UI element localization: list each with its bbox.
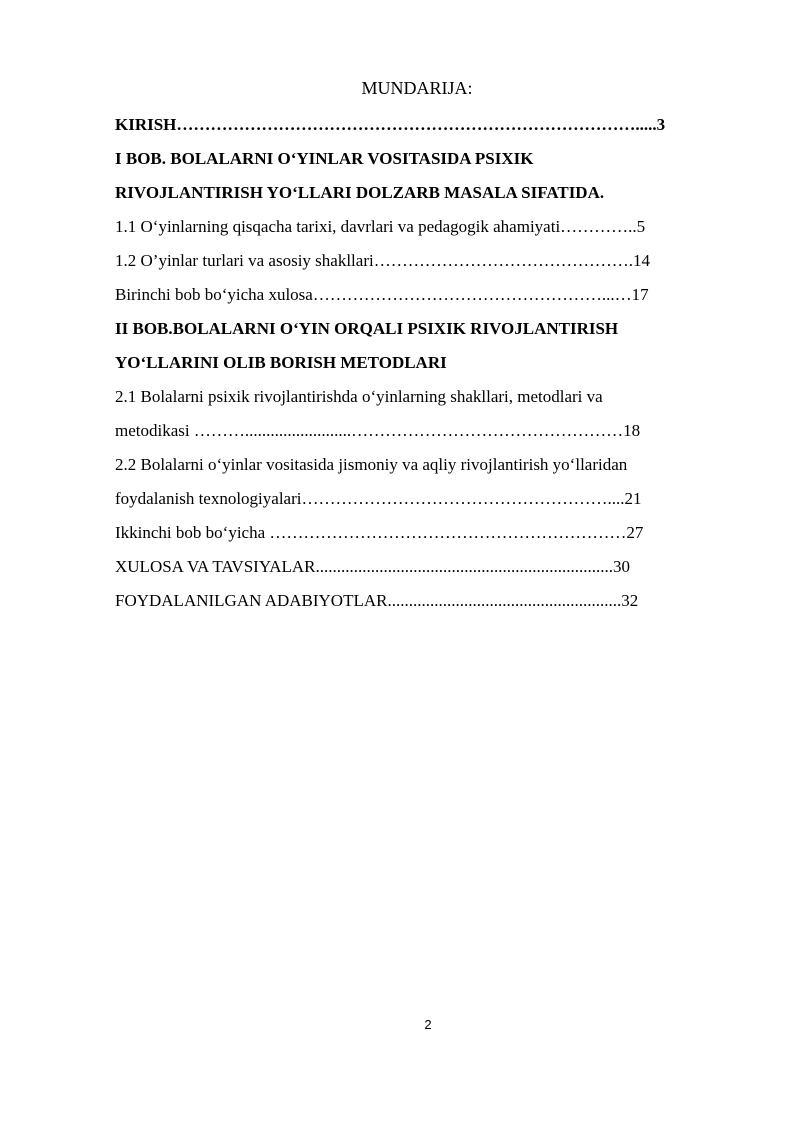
toc-entry-chapter-2-conclusion: Ikkinchi bob bo‘yicha ………………………………………………………27 bbox=[115, 523, 644, 542]
toc-entry-1-1: 1.1 O‘yinlarning qisqacha tarixi, davrlari va pedagogik ahamiyati…………..5 bbox=[115, 217, 646, 236]
toc-entry-introduction: KIRISH……………………………………………………………………….....3 bbox=[115, 115, 666, 134]
page-title: MUNDARIJA: bbox=[361, 78, 473, 98]
toc-chapter-2-heading-line-2: YO‘LLARINI OLIB BORISH METODLARI bbox=[115, 353, 447, 372]
toc-entry-2-2-line-1: 2.2 Bolalarni o‘yinlar vositasida jismoniy va aqliy rivojlantirish yo‘llaridan bbox=[115, 455, 628, 474]
toc-entry-references: FOYDALANILGAN ADABIYOTLAR.......................................................32 bbox=[115, 591, 639, 610]
table-of-contents bbox=[115, 108, 715, 618]
toc-chapter-1-heading-line-2: RIVOJLANTIRISH YO‘LLARI DOLZARB MASALA SIFATIDA. bbox=[115, 183, 605, 202]
toc-entry-2-1-line-1: 2.1 Bolalarni psixik rivojlantirishda o‘yinlarning shakllari, metodlari va bbox=[115, 387, 603, 406]
toc-chapter-1-heading-line-1: I BOB. BOLALARNI O‘YINLAR VOSITASIDA PSIXIK bbox=[115, 149, 534, 168]
toc-entry-chapter-1-conclusion: Birinchi bob bo‘yicha xulosa……………………………………………...…17 bbox=[115, 285, 649, 304]
toc-entry-conclusions: XULOSA VA TAVSIYALAR......................................................................30 bbox=[115, 557, 630, 576]
toc-entry-2-1-line-2: metodikasi ……….........................…………………………………………18 bbox=[115, 421, 641, 440]
toc-entry-1-2: 1.2 O’yinlar turlari va asosiy shakllari……………………………………….14 bbox=[115, 251, 650, 270]
toc-entry-2-2-line-2: foydalanish texnologiyalari………………………………………………....21 bbox=[115, 489, 642, 508]
toc-chapter-2-heading-line-1: II BOB.BOLALARNI O‘YIN ORQALI PSIXIK RIVOJLANTIRISH bbox=[115, 319, 619, 338]
page-number: 2 bbox=[424, 1017, 432, 1032]
